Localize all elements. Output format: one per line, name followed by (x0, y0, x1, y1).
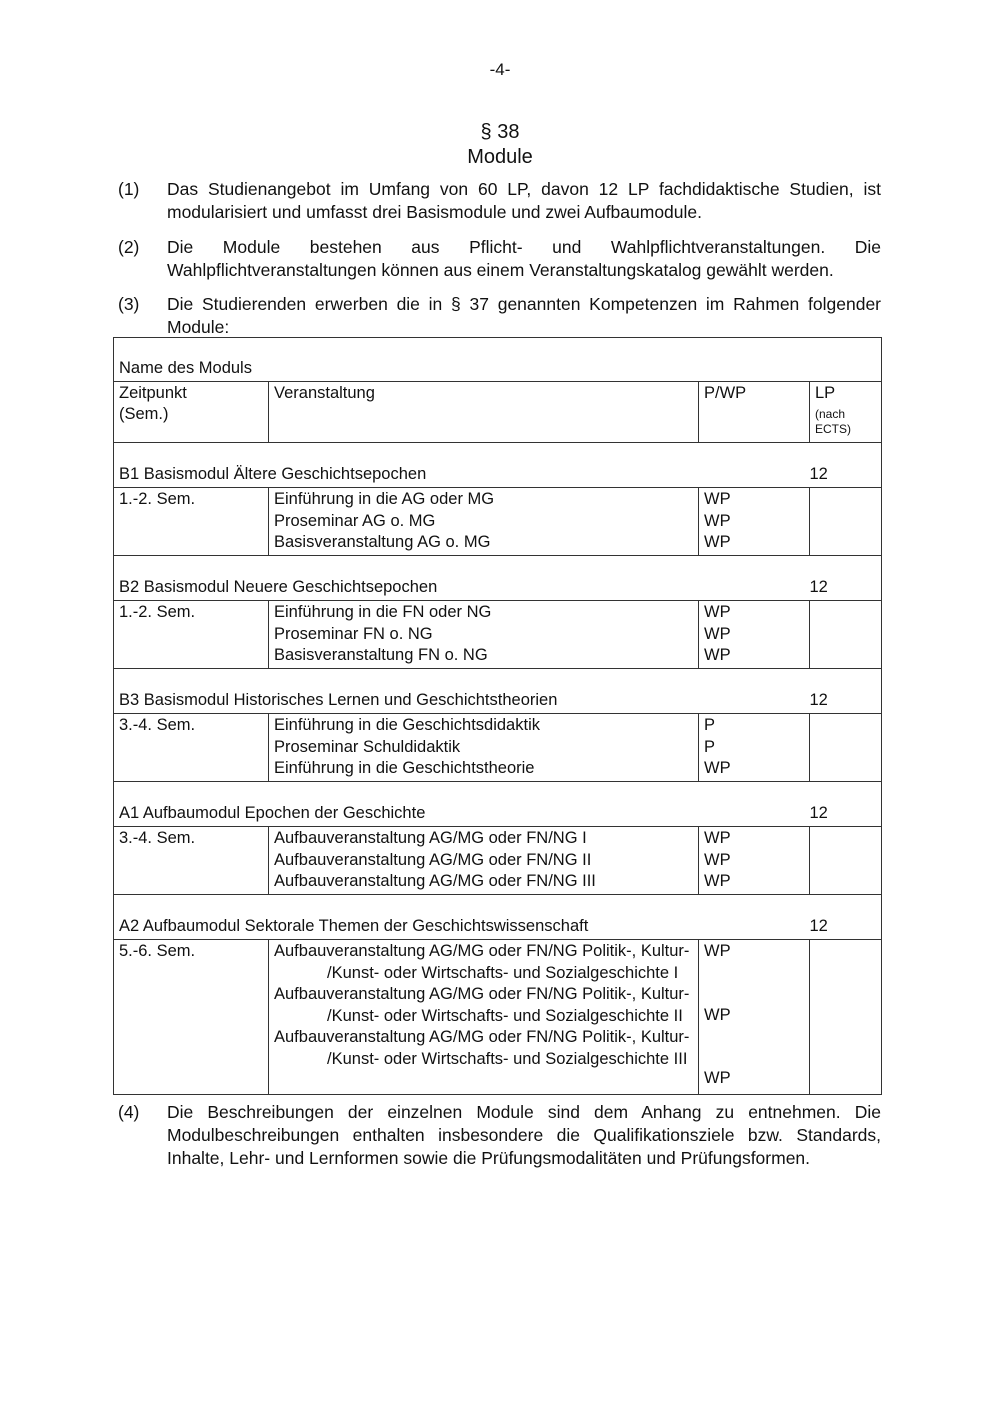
module-row (114, 827, 882, 895)
module-name: A2 Aufbaumodul Sektorale Themen der Geschichtswissenschaft (114, 894, 810, 940)
module-lp-cell (810, 714, 882, 782)
paragraph-text: Die Module bestehen aus Pflicht- und Wahlpflichtveranstaltungen. Die Wahlpflichtveranstaltungen können aus einem Veranstaltungskatalog gewählt werden. (167, 237, 881, 280)
course-item: Aufbauveranstaltung AG/MG oder FN/NG I (274, 829, 587, 847)
module-lp: 12 (810, 555, 882, 601)
paragraph-1 (118, 178, 881, 224)
type-item: WP (704, 942, 731, 960)
course-item: Aufbauveranstaltung AG/MG oder FN/NG Politik-, Kultur- (274, 1028, 690, 1046)
type-item: WP (704, 829, 731, 847)
paragraph-text: Das Studienangebot im Umfang von 60 LP, davon 12 LP fachdidaktische Studien, ist modularisiert und umfasst drei Basismodule und zwei Aufbaumodule. (167, 179, 881, 222)
paragraph-text: Die Studierenden erwerben die in § 37 genannten Kompetenzen im Rahmen folgender Module: (167, 294, 881, 337)
module-time: 5.-6. Sem. (114, 940, 269, 1095)
module-courses (269, 940, 699, 1095)
course-item: Einführung in die Geschichtstheorie (274, 759, 535, 777)
type-item: P (704, 716, 716, 734)
paragraph-2 (118, 236, 881, 282)
course-item-continuation: /Kunst- oder Wirtschafts- und Sozialgeschichte III (327, 1049, 688, 1068)
header-lp: LP (nach ECTS) (810, 381, 882, 442)
table-column-header-row (114, 381, 882, 442)
course-item: Proseminar Schuldidaktik (274, 737, 461, 756)
module-types (699, 601, 810, 669)
type-item: WP (704, 759, 731, 777)
course-item: Einführung in die AG oder MG (274, 490, 495, 508)
course-item: Proseminar FN o. NG (274, 624, 433, 643)
section-number: § 38 (480, 121, 520, 143)
type-item: WP (704, 511, 731, 530)
module-time: 1.-2. Sem. (114, 601, 269, 669)
course-item: Aufbauveranstaltung AG/MG oder FN/NG Politik-, Kultur- (274, 985, 690, 1003)
header-time: Zeitpunkt (Sem.) (114, 381, 269, 442)
module-types (699, 714, 810, 782)
paragraph-4 (118, 1101, 881, 1170)
type-item: WP (704, 872, 731, 890)
module-time: 1.-2. Sem. (114, 488, 269, 556)
type-item: WP (704, 850, 731, 869)
module-time: 3.-4. Sem. (114, 827, 269, 895)
module-table (113, 337, 882, 1095)
course-item: Basisveranstaltung AG o. MG (274, 533, 491, 551)
type-item: WP (704, 603, 731, 621)
paragraph-number: (1) (118, 179, 140, 199)
module-time: 3.-4. Sem. (114, 714, 269, 782)
type-item: WP (704, 1069, 731, 1087)
lp-note: (nach ECTS) (815, 407, 851, 436)
course-item-continuation: /Kunst- oder Wirtschafts- und Sozialgeschichte II (327, 1006, 683, 1025)
module-title-row (114, 442, 882, 488)
course-item: Proseminar AG o. MG (274, 511, 436, 530)
header-course: Veranstaltung (269, 381, 699, 442)
module-name: A1 Aufbaumodul Epochen der Geschichte (114, 781, 810, 827)
type-item: WP (704, 646, 731, 664)
header-pwp: P/WP (699, 381, 810, 442)
course-item: Einführung in die FN oder NG (274, 603, 492, 621)
module-row (114, 714, 882, 782)
course-item: Aufbauveranstaltung AG/MG oder FN/NG III (274, 872, 596, 890)
paragraph-3 (118, 293, 881, 339)
module-name-header: Name des Moduls (114, 338, 882, 382)
paragraph-number: (3) (118, 294, 140, 314)
course-item: Basisveranstaltung FN o. NG (274, 646, 488, 664)
page-number: -4- (489, 60, 511, 79)
type-item: WP (704, 490, 731, 508)
module-courses (269, 714, 699, 782)
module-name: B1 Basismodul Ältere Geschichtsepochen (114, 442, 810, 488)
module-title-row (114, 555, 882, 601)
module-courses (269, 601, 699, 669)
module-lp: 12 (810, 442, 882, 488)
module-types (699, 488, 810, 556)
paragraph-number: (2) (118, 237, 140, 257)
section-title: Module (467, 146, 533, 168)
module-lp-cell (810, 488, 882, 556)
module-types (699, 827, 810, 895)
type-item: WP (704, 1005, 731, 1024)
module-types (699, 940, 810, 1095)
module-name: B3 Basismodul Historisches Lernen und Geschichtstheorien (114, 668, 810, 714)
module-title-row (114, 668, 882, 714)
module-title-row (114, 894, 882, 940)
module-row (114, 601, 882, 669)
section-heading (0, 120, 1000, 170)
module-row (114, 940, 882, 1095)
paragraph-text: Die Beschreibungen der einzelnen Module sind dem Anhang zu entnehmen. Die Modulbeschreibungen enthalten insbesondere die Qualifikationsziele bzw. Standards, Inhalte, Lehr- und Lernformen sowie die Prüfungsmodalitäten und Prüfungsformen. (167, 1102, 881, 1168)
module-lp-cell (810, 940, 882, 1095)
module-courses (269, 827, 699, 895)
module-lp: 12 (810, 894, 882, 940)
course-item: Aufbauveranstaltung AG/MG oder FN/NG Politik-, Kultur- (274, 942, 690, 960)
module-lp: 12 (810, 781, 882, 827)
type-item: WP (704, 533, 731, 551)
module-courses (269, 488, 699, 556)
course-item: Aufbauveranstaltung AG/MG oder FN/NG II (274, 850, 592, 869)
module-lp-cell (810, 827, 882, 895)
module-lp: 12 (810, 668, 882, 714)
module-row (114, 488, 882, 556)
course-item-continuation: /Kunst- oder Wirtschafts- und Sozialgeschichte I (327, 963, 679, 982)
table-name-header-row (114, 338, 882, 382)
module-name: B2 Basismodul Neuere Geschichtsepochen (114, 555, 810, 601)
paragraph-number: (4) (118, 1102, 140, 1122)
module-lp-cell (810, 601, 882, 669)
type-item: P (704, 737, 716, 756)
course-item: Einführung in die Geschichtsdidaktik (274, 716, 540, 734)
module-title-row (114, 781, 882, 827)
type-item: WP (704, 624, 731, 643)
